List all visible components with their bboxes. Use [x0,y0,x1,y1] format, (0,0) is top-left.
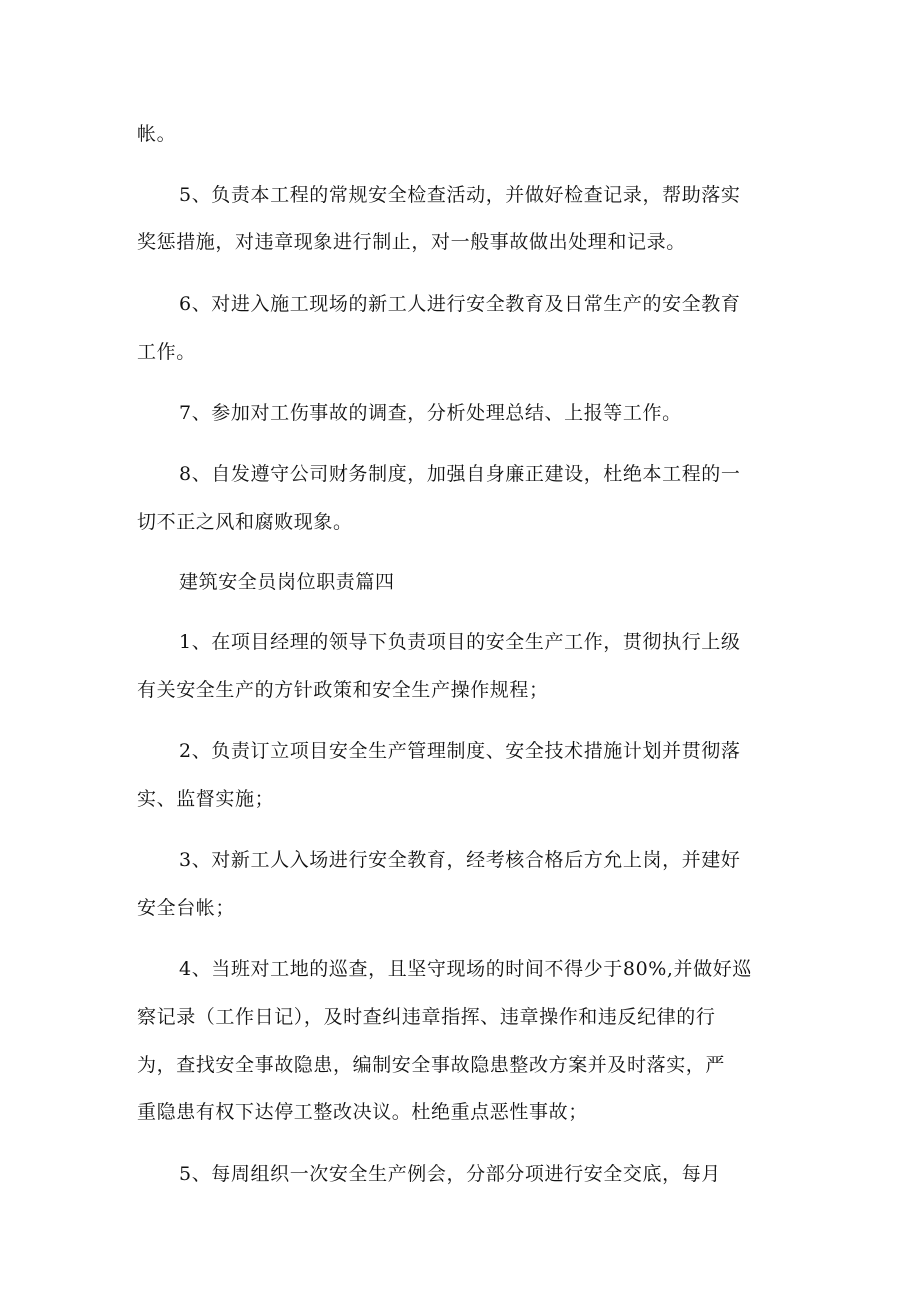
paragraph-8-line-1: 8、自发遵守公司财务制度，加强自身廉正建设，杜绝本工程的一 [179,463,741,485]
item-2-line-1: 2、负责订立项目安全生产管理制度、安全技术措施计划并贯彻落 [179,740,741,762]
item-4-line-3: 为，查找安全事故隐患，编制安全事故隐患整改方案并及时落实，严 [137,1054,726,1076]
item-4-line-4: 重隐患有权下达停工整改决议。杜绝重点恶性事故； [137,1101,588,1123]
item-1-line-1: 1、在项目经理的领导下负责项目的安全生产工作，贯彻执行上级 [179,631,741,653]
paragraph-6-line-2: 工作。 [137,341,196,363]
item-4-line-1: 4、当班对工地的巡查，且坚守现场的时间不得少于80%,并做好巡 [179,958,752,980]
paragraph-6-line-1: 6、对进入施工现场的新工人进行安全教育及日常生产的安全教育 [179,293,741,315]
section-heading: 建筑安全员岗位职责篇四 [179,571,395,593]
paragraph-8-line-2: 切不正之风和腐败现象。 [137,511,353,533]
paragraph-7-line-1: 7、参加对工伤事故的调查，分析处理总结、上报等工作。 [179,402,682,424]
item-5-line-1: 5、每周组织一次安全生产例会，分部分项进行安全交底，每月 [179,1163,721,1185]
item-1-line-2: 有关安全生产的方针政策和安全生产操作规程； [137,679,549,701]
text-line: 帐。 [137,123,177,145]
paragraph-5-line-2: 奖惩措施，对违章现象进行制止，对一般事故做出处理和记录。 [137,231,686,253]
item-3-line-2: 安全台帐； [137,897,236,919]
item-2-line-2: 实、监督实施； [137,788,275,810]
item-4-line-2: 察记录（工作日记），及时查纠违章指挥、违章操作和违反纪律的行 [137,1006,716,1028]
paragraph-5-line-1: 5、负责本工程的常规安全检查活动，并做好检查记录，帮助落实 [179,184,741,206]
item-3-line-1: 3、对新工人入场进行安全教育，经考核合格后方允上岗，并建好 [179,849,741,871]
